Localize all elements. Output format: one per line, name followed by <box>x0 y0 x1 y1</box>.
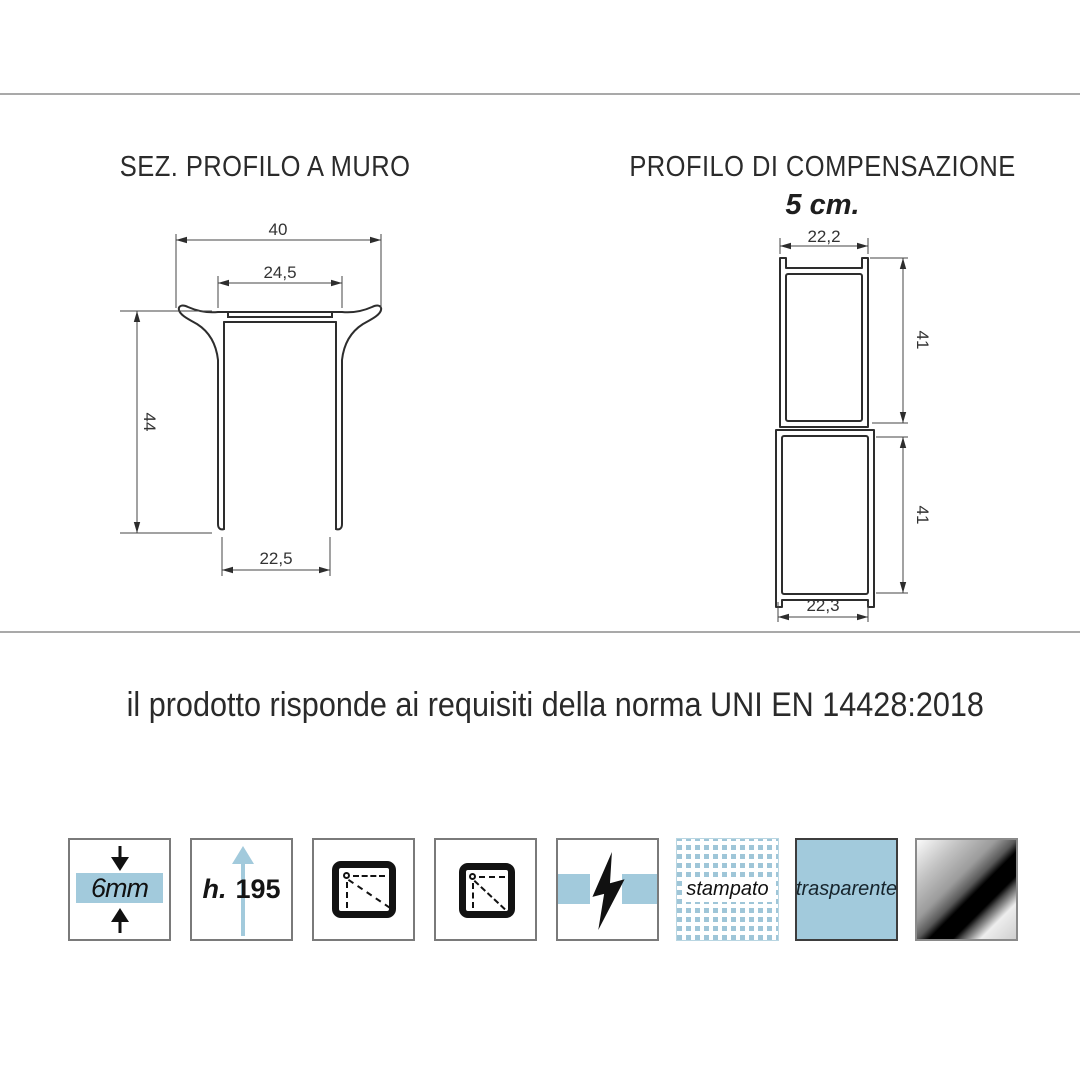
wall-profile-title: SEZ. PROFILO A MURO <box>119 151 411 183</box>
badge-safety-glass <box>556 838 659 941</box>
dim-label-bottom-width: 22,5 <box>259 549 293 568</box>
top-divider <box>0 93 1080 95</box>
glass-thickness-label: 6mm <box>91 872 148 903</box>
dim-label-lower-height: 41 <box>913 505 932 525</box>
glass-band <box>76 873 163 903</box>
wall-profile-shape <box>179 306 381 530</box>
dim-label-overall-width: 40 <box>268 220 288 239</box>
dimension-arrows <box>134 237 381 573</box>
transparent-finish-label: trasparente <box>795 878 898 900</box>
height-label: h. 195 <box>202 874 281 904</box>
dim-label-bottom-width: 22,3 <box>806 596 840 615</box>
arrow-up-icon <box>111 908 129 933</box>
badge-height <box>190 838 293 941</box>
dim-label-top-width: 22,2 <box>807 230 841 246</box>
printed-finish-label: stampato <box>683 877 771 902</box>
tray-rect-icon <box>332 861 396 918</box>
compensation-profile-title: PROFILO DI COMPENSAZIONE <box>629 151 1016 183</box>
badge-finish-printed <box>676 838 779 941</box>
badge-finish-transparent <box>795 838 898 941</box>
compliance-statement: il prodotto risponde ai requisiti della norma UNI EN 14428:2018 <box>126 686 984 724</box>
dim-label-upper-height: 41 <box>913 330 932 350</box>
compensation-profile-shape <box>776 258 874 607</box>
arrow-down-icon <box>111 846 129 871</box>
badge-glass-thickness <box>68 838 171 941</box>
compensation-profile-drawing <box>740 230 940 630</box>
bottom-divider <box>0 631 1080 633</box>
wall-profile-drawing <box>100 220 420 600</box>
dimension-arrows <box>778 243 906 620</box>
badge-square-tray <box>434 838 537 941</box>
tray-square-icon <box>459 863 515 918</box>
badge-rect-tray <box>312 838 415 941</box>
compensation-size-subtitle: 5 cm. <box>785 189 860 221</box>
dim-label-height: 44 <box>140 412 159 432</box>
lightning-bolt-icon <box>585 852 633 930</box>
dim-label-top-width: 24,5 <box>263 263 297 282</box>
badge-finish-chrome <box>915 838 1018 941</box>
